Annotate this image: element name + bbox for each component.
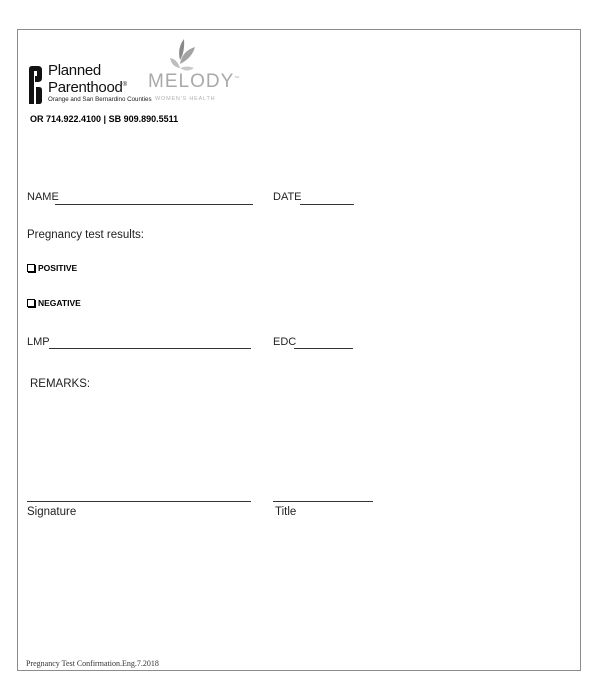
name-field[interactable] [55, 204, 253, 205]
positive-label: POSITIVE [38, 263, 78, 273]
positive-option[interactable] [27, 263, 77, 273]
name-label: NAME [27, 191, 59, 203]
planned-parenthood-wordmark: Planned Parenthood® [48, 62, 127, 96]
signature-line[interactable] [27, 501, 251, 502]
title-label: Title [275, 506, 297, 518]
lmp-field[interactable] [49, 348, 251, 349]
edc-field[interactable] [294, 348, 353, 349]
signature-label: Signature [27, 506, 77, 518]
planned-parenthood-subtitle: Orange and San Bernardino Counties [48, 96, 152, 103]
date-label: DATE [273, 191, 302, 203]
planned-parenthood-logo-icon [27, 65, 43, 105]
melody-wordmark: MELODY™ [148, 71, 240, 92]
positive-checkbox[interactable] [27, 264, 35, 272]
form-page [17, 29, 581, 671]
results-heading: Pregnancy test results: [27, 229, 144, 241]
negative-checkbox[interactable] [27, 299, 35, 307]
melody-subtitle: WOMEN'S HEALTH [155, 96, 216, 102]
title-line[interactable] [273, 501, 373, 502]
remarks-area[interactable] [27, 396, 567, 496]
negative-option[interactable] [27, 298, 81, 308]
melody-leaf-icon [168, 38, 198, 74]
lmp-label: LMP [27, 336, 50, 348]
edc-label: EDC [273, 336, 297, 348]
date-field[interactable] [300, 204, 354, 205]
form-code: Pregnancy Test Confirmation.Eng.7.2018 [26, 659, 159, 668]
negative-label: NEGATIVE [38, 298, 81, 308]
remarks-label: REMARKS: [30, 378, 91, 390]
phone-numbers: OR 714.922.4100 | SB 909.890.5511 [30, 114, 179, 124]
